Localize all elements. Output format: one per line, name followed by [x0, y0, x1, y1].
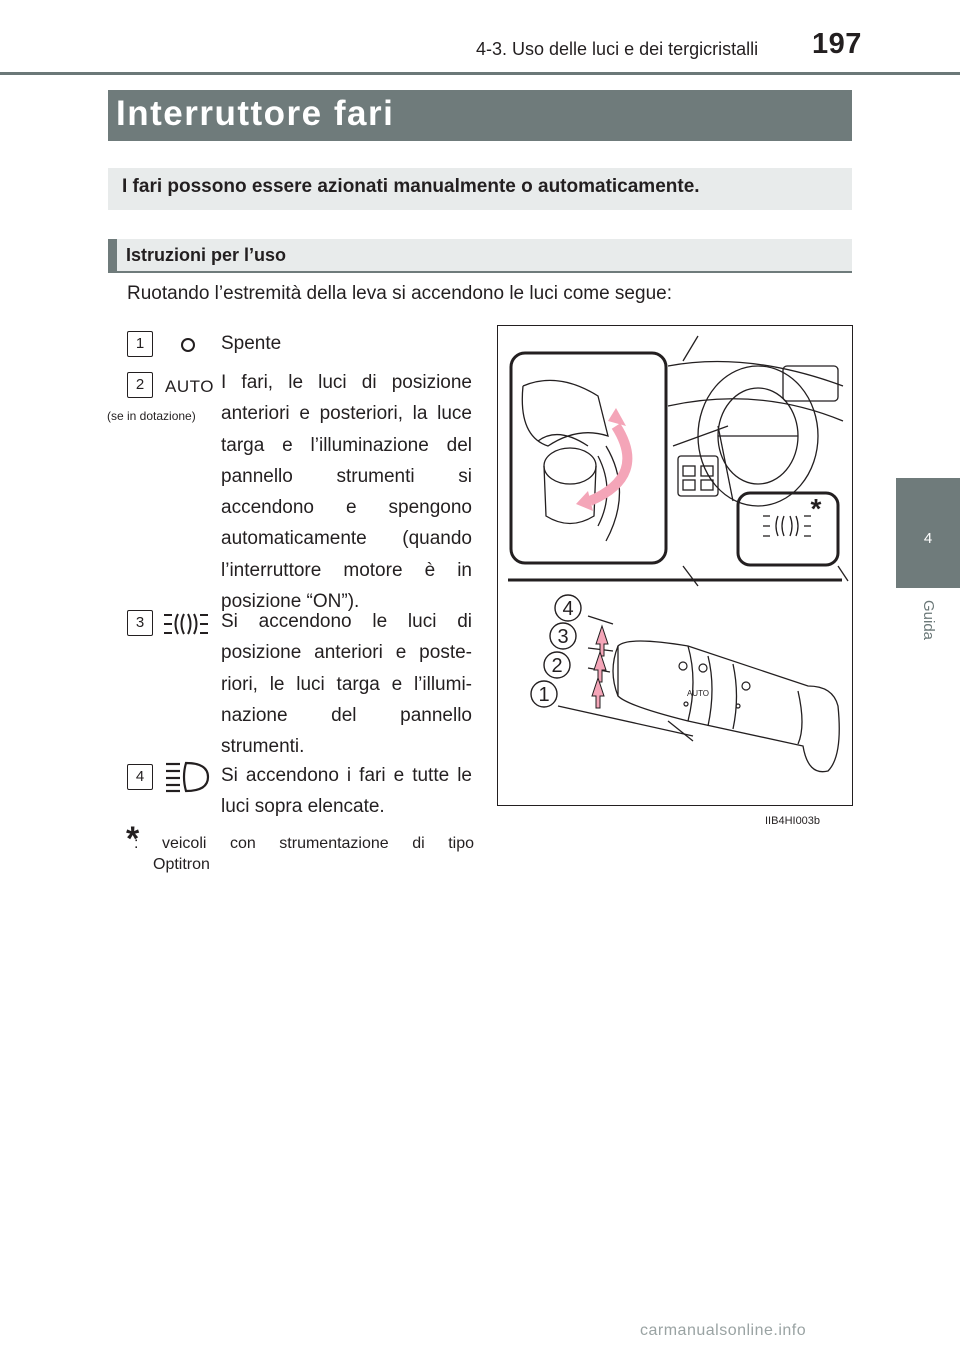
header-rule [0, 72, 960, 75]
lever-auto-label: AUTO [686, 689, 710, 698]
illustration-code: IIB4HI003b [765, 815, 821, 827]
item-number-2: 2 [127, 372, 153, 398]
item-text-4: Si accendono i fari e tutte le luci sopra elencate. [221, 765, 472, 818]
lead-paragraph: Ruotando l’estremità della leva si accendono le luci come segue: [127, 283, 672, 304]
light-off-icon [181, 338, 195, 352]
item-number-4: 4 [127, 764, 153, 790]
item-number-1: 1 [127, 331, 153, 357]
auto-symbol: AUTO [165, 377, 214, 396]
footnote-text: : veicoli con strumentazione di tipo [134, 835, 474, 852]
headlight-switch-illustration [497, 325, 853, 806]
footnote-marker: * [126, 820, 140, 858]
callout-2: 2 [551, 655, 563, 677]
subsection-heading-bar [108, 239, 117, 273]
illustration-star: * [810, 493, 822, 524]
auto-symbol-note: (se in dotazione) [107, 409, 196, 423]
page-number: 197 [812, 28, 862, 60]
item-text-2: I fari, le luci di posizione anteriori e posteriori, la luce targa e l’illuminazione del pannello strumenti si accendono e spengono automaticamente (quando l’interruttore motore è in posizione “ON”). [221, 372, 472, 613]
subsection-heading: Istruzioni per l’uso [126, 245, 287, 265]
item-number-3: 3 [127, 610, 153, 636]
page-title: Interruttore fari [116, 94, 395, 133]
item-text-1: Spente [221, 333, 282, 354]
headlight-icon [162, 760, 212, 794]
watermark: carmanualsonline.info [640, 1322, 807, 1339]
item-text-3: Si accendono le luci di posizione anteriori e poste-riori, le luci targa e l’illumi-nazione del pannello strumenti. [221, 611, 472, 758]
callout-3: 3 [557, 626, 569, 648]
footnote-text-continued: Optitron [153, 856, 210, 873]
section-reference: 4-3. Uso delle luci e dei tergicristalli [476, 39, 759, 59]
callout-4: 4 [562, 598, 574, 620]
callout-1: 1 [538, 684, 550, 706]
chapter-number: 4 [923, 530, 933, 547]
chapter-name: Guida [920, 600, 937, 641]
parking-lights-icon [162, 610, 210, 638]
intro-text: I fari possono essere azionati manualmente o automaticamente. [122, 176, 700, 197]
